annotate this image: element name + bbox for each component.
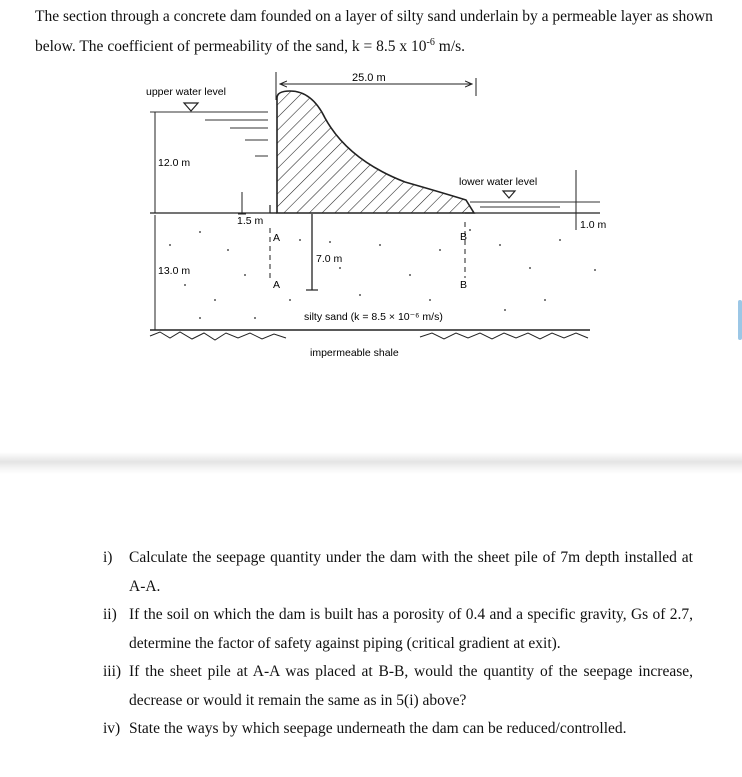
question-number: iv)	[103, 720, 121, 737]
upstream-water-level-icon	[184, 103, 198, 111]
dim-pile-depth: 7.0 m	[316, 253, 343, 265]
question-text: Calculate the seepage quantity under the dam with the sheet pile of 7m depth installed at A-A.	[129, 549, 693, 595]
section-a-top-label: A	[273, 232, 281, 244]
question-number: iii)	[103, 663, 122, 680]
section-b-bottom-label: B	[460, 279, 468, 291]
shale-hatching	[150, 332, 588, 340]
question-number: ii)	[103, 606, 117, 623]
question-item	[103, 601, 693, 658]
question-item	[103, 658, 693, 715]
edge-highlight	[738, 300, 742, 340]
question-item	[103, 544, 693, 601]
dim-base-step: 1.5 m	[237, 215, 264, 227]
dim-sand-depth: 13.0 m	[158, 265, 191, 277]
label-lower-water-level: lower water level	[459, 176, 538, 188]
question-item	[103, 715, 693, 744]
downstream-water	[470, 202, 600, 207]
downstream-water-level-icon	[503, 191, 515, 198]
intro-text: The section through a concrete dam founded on a layer of silty sand underlain by a permeable layer as shown below. The coefficient of permeability of the sand, k = 8.5 x 10	[35, 8, 713, 55]
question-list	[103, 544, 693, 744]
concrete-dam	[277, 91, 474, 213]
question-number: i)	[103, 549, 113, 566]
dim-upper-head: 12.0 m	[158, 157, 191, 169]
question-text: If the soil on which the dam is built has a porosity of 0.4 and a specific gravity, Gs of 2.7, determine the factor of safety against piping (critical gradient at exit).	[129, 606, 693, 652]
silty-sand-layer	[169, 229, 596, 319]
page-fold-shadow	[0, 452, 742, 474]
question-text: State the ways by which seepage underneath the dam can be reduced/controlled.	[129, 720, 627, 737]
upstream-water	[150, 112, 268, 156]
label-upper-water-level: upper water level	[146, 86, 226, 98]
dim-top-width: 25.0 m	[352, 72, 386, 84]
intro-text-end: m/s.	[434, 38, 466, 55]
label-silty-sand: silty sand (k = 8.5 × 10⁻⁶ m/s)	[304, 311, 443, 323]
dim-lower-head: 1.0 m	[580, 219, 607, 231]
section-a-bottom-label: A	[273, 279, 281, 291]
label-impermeable-shale: impermeable shale	[310, 347, 399, 359]
section-b-top-label: B	[460, 231, 468, 243]
intro-exponent: -6	[426, 36, 435, 48]
question-text: If the sheet pile at A-A was placed at B-B, would the quantity of the seepage increase, decrease or would it remain the same as in 5(i) above?	[129, 663, 693, 709]
